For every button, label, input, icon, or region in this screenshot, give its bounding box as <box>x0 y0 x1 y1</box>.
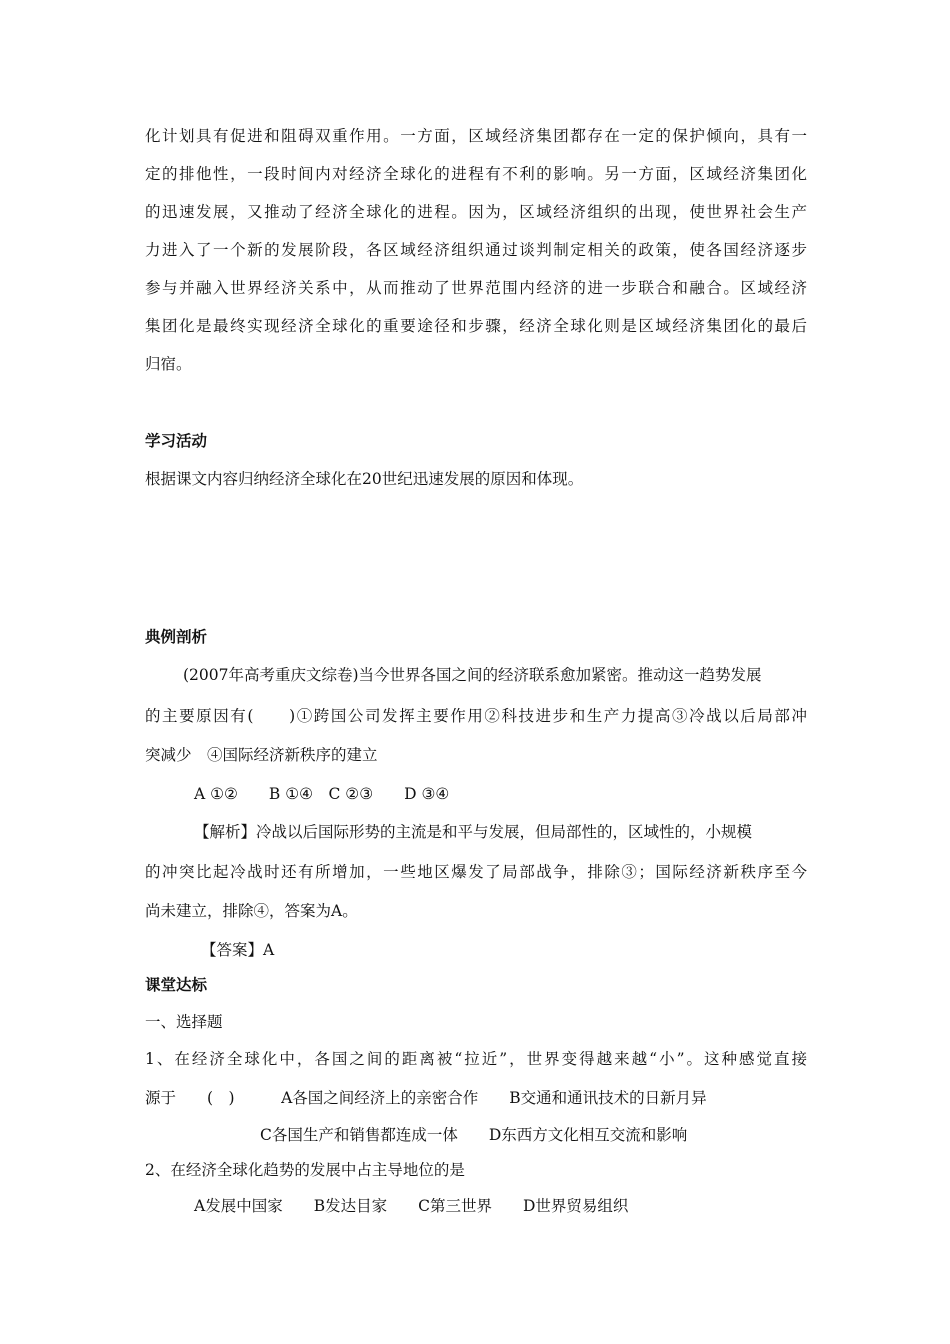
question-1-line-1: 1、在经济全球化中，各国之间的距离被“拉近”，世界变得越来越“小”。这种感觉直接 <box>145 1050 807 1068</box>
intro-line-2: 定的排他性，一段时间内对经济全球化的进程有不利的影响。另一方面，区域经济集团化 <box>145 165 807 183</box>
intro-line-3: 的迅速发展，又推动了经济全球化的进程。因为，区域经济组织的出现，使世界社会生产 <box>145 203 807 221</box>
example-analysis-line-1: 【解析】冷战以后国际形势的主流是和平与发展，但局部性的，区域性的，小规模 <box>194 823 753 841</box>
question-2-options: A发展中国家 B发达目家 C第三世界 D世界贸易组织 <box>194 1197 629 1215</box>
activity-heading: 学习活动 <box>145 431 208 450</box>
example-heading: 典例剖析 <box>145 627 208 646</box>
example-question-line-3: 突减少 ④国际经济新秩序的建立 <box>145 746 378 764</box>
example-options: A ①② B ①④ C ②③ D ③④ <box>194 785 450 803</box>
example-analysis-line-3: 尚未建立，排除④，答案为A。 <box>145 902 358 920</box>
classwork-section-title: 一、选择题 <box>145 1013 223 1031</box>
activity-text: 根据课文内容归纳经济全球化在20世纪迅速发展的原因和体现。 <box>145 470 584 488</box>
classwork-heading: 课堂达标 <box>145 975 208 994</box>
question-1-line-3: C各国生产和销售都连成一体 D东西方文化相互交流和影响 <box>260 1126 688 1144</box>
example-analysis-line-2: 的冲突比起冷战时还有所增加，一些地区爆发了局部战争，排除③；国际经济新秩序至今 <box>145 863 807 881</box>
intro-line-5: 参与并融入世界经济关系中，从而推动了世界范围内经济的进一步联合和融合。区域经济 <box>145 279 807 297</box>
question-2: 2、在经济全球化趋势的发展中占主导地位的是 <box>145 1161 465 1179</box>
question-1-line-2: 源于 ( ) A各国之间经济上的亲密合作 B交通和通讯技术的日新月异 <box>145 1089 707 1107</box>
intro-line-4: 力进入了一个新的发展阶段，各区域经济组织通过谈判制定相关的政策，使各国经济逐步 <box>145 241 807 259</box>
example-answer: 【答案】A <box>201 941 275 959</box>
intro-line-1: 化计划具有促进和阻碍双重作用。一方面，区域经济集团都存在一定的保护倾向，具有一 <box>145 127 807 145</box>
example-question-line-1: (2007年高考重庆文综卷)当今世界各国之间的经济联系愈加紧密。推动这一趋势发展 <box>183 666 762 684</box>
intro-line-7: 归宿。 <box>145 355 192 373</box>
intro-line-6: 集团化是最终实现经济全球化的重要途径和步骤，经济全球化则是区域经济集团化的最后 <box>145 317 807 335</box>
example-question-line-2: 的主要原因有( )①跨国公司发挥主要作用②科技进步和生产力提高③冷战以后局部冲 <box>145 707 807 725</box>
